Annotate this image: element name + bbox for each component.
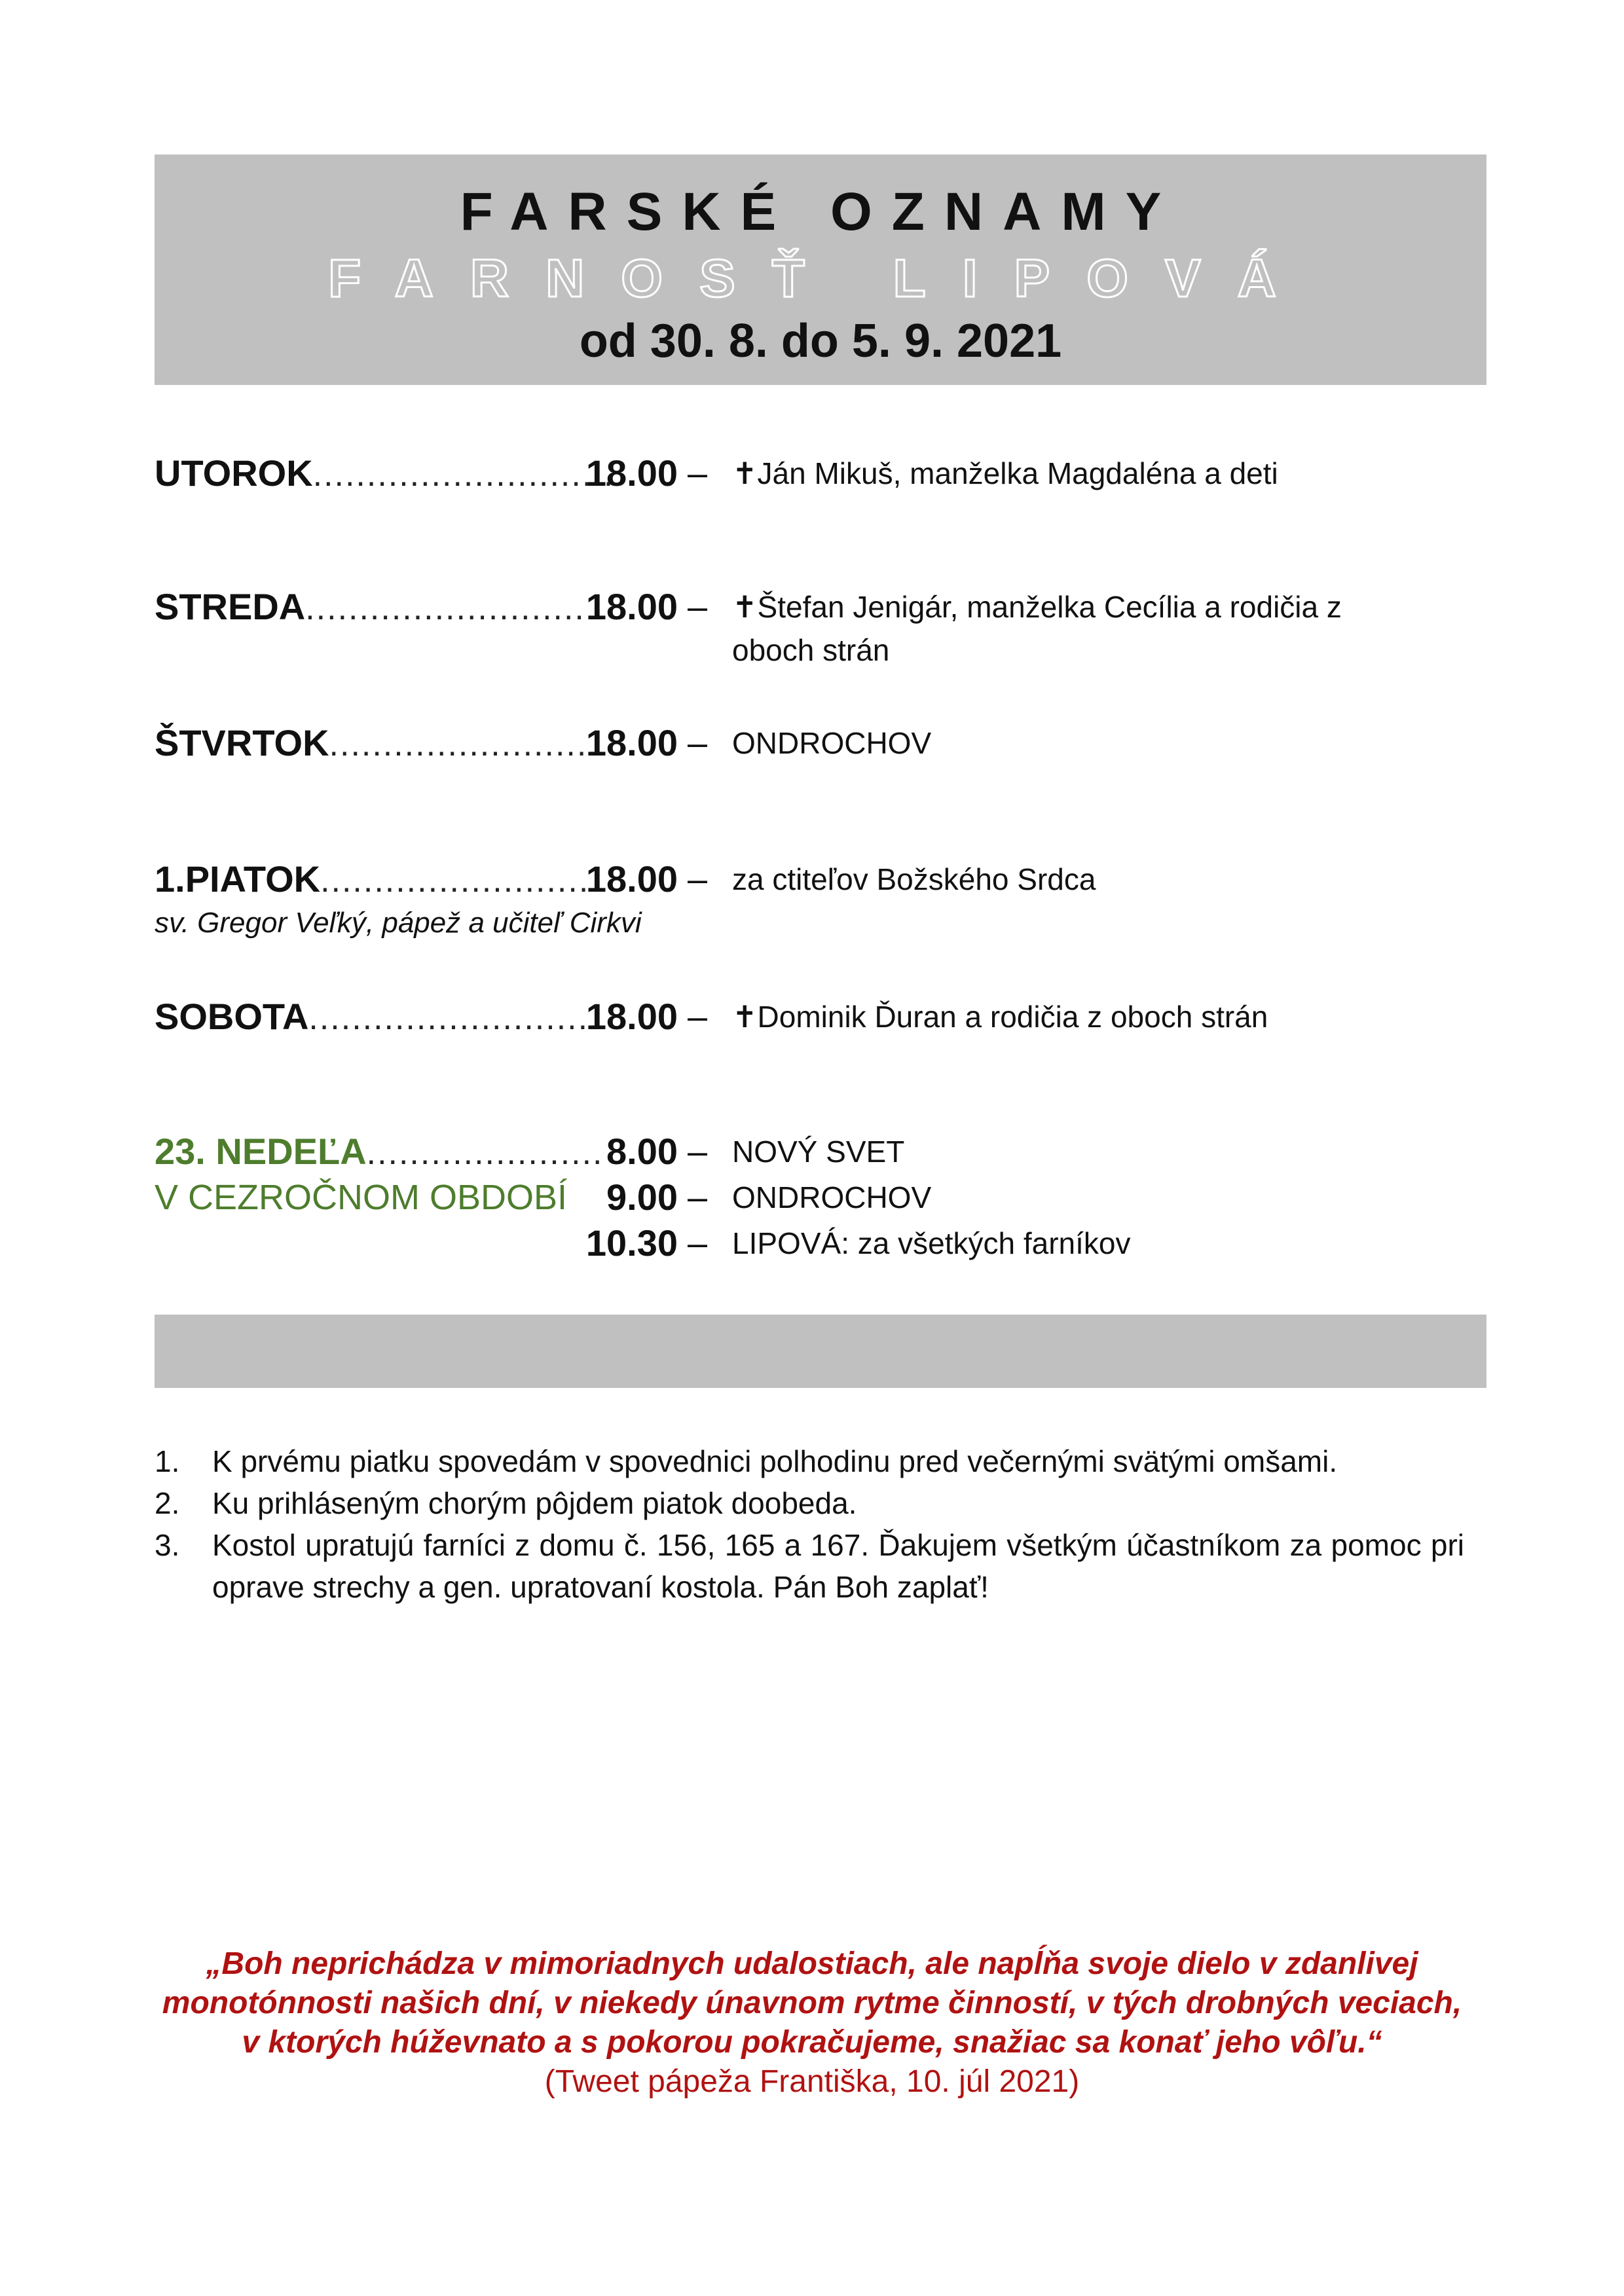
dash: – (688, 1178, 708, 1217)
mass-time: 18.00 (585, 722, 678, 763)
quote-line: „Boh neprichádza v mimoriadnych udalostiach, ale napĺňa svoje dielo v zdanlivej (206, 1946, 1418, 1981)
day-name: 1.PIATOK (155, 858, 321, 900)
notice-text: Kostol upratujú farníci z domu č. 156, 165 a 167. Ďakujem všetkým účastníkom za pomoc pri oprave strechy a gen. upratovaní kostola. Pán Boh zaplať! (212, 1528, 1464, 1604)
header-box (155, 155, 1486, 385)
day-name: STREDA (155, 586, 306, 627)
mass-intention: LIPOVÁ: za všetkých farníkov (732, 1226, 1131, 1260)
quote-line: monotónnosti našich dní, v niekedy únavnom rytme činností, v tých drobných veciach, (162, 1986, 1462, 2020)
notice-text: Ku prihláseným chorým pôjdem piatok doobeda. (212, 1486, 857, 1520)
mass-time: 18.00 (585, 586, 678, 627)
dash: – (688, 997, 708, 1036)
mass-intention: ✝Ján Mikuš, manželka Magdaléna a deti (732, 456, 1278, 490)
list-item (155, 1440, 1464, 1482)
dash: – (688, 587, 708, 627)
list-number: 2. (155, 1486, 180, 1520)
day-name: SOBOTA (155, 996, 309, 1037)
feast-note: sv. Gregor Veľký, pápež a učiteľ Cirkvi (155, 907, 642, 939)
day-name: ŠTVRTOK (155, 722, 329, 763)
mass-intention: NOVÝ SVET (732, 1135, 905, 1169)
mass-time: 18.00 (585, 996, 678, 1037)
mass-intention: za ctiteľov Božského Srdca (732, 862, 1096, 896)
list-number: 3. (155, 1528, 180, 1562)
pope-quote (131, 1944, 1493, 2102)
schedule-row-piatok (155, 856, 589, 903)
schedule-row-sobota (155, 994, 599, 1041)
mass-time: 9.00 (606, 1176, 678, 1218)
mass-time: 10.30 (585, 1222, 678, 1264)
leader-dots: ...................... (366, 1134, 604, 1172)
leader-dots: ............................ (312, 456, 615, 494)
dash: – (688, 723, 708, 763)
schedule-row-streda (155, 584, 596, 631)
mass-time: 8.00 (606, 1131, 678, 1172)
day-name: 23. NEDEĽA (155, 1131, 367, 1172)
liturgical-season: V CEZROČNOM OBDOBÍ (155, 1178, 568, 1217)
schedule-row-stvrtok (155, 720, 599, 767)
mass-intention: ✝Dominik Ďuran a rodičia z oboch strán (732, 1000, 1268, 1034)
date-range: od 30. 8. do 5. 9. 2021 (579, 315, 1062, 367)
mass-intention: ONDROCHOV (732, 726, 932, 760)
notices-list (155, 1440, 1464, 1608)
list-item (155, 1482, 1464, 1524)
leader-dots: ........................... (308, 999, 600, 1037)
quote-source: (Tweet pápeža Františka, 10. júl 2021) (544, 2064, 1080, 2099)
list-number: 1. (155, 1444, 180, 1478)
parish-name: FARNOSŤ LIPOVÁ (328, 249, 1313, 308)
dash: – (688, 1132, 708, 1171)
list-item (155, 1524, 1464, 1608)
leader-dots: ......................... (320, 862, 590, 900)
mass-intention: ✝Štefan Jenigár, manželka Cecília a rodičia z oboch strán (732, 590, 1342, 667)
schedule-row-nedela (155, 1129, 603, 1176)
page-title: FARSKÉ OZNAMY (460, 182, 1181, 242)
dash: – (688, 454, 708, 493)
notice-text: K prvému piatku spovedám v spovednici polhodinu pred večernými svätými omšami. (212, 1444, 1338, 1478)
dash: – (688, 1224, 708, 1263)
day-name: UTOROK (155, 452, 313, 494)
quote-line: v ktorých húževnato a s pokorou pokračujeme, snažiac sa konať jeho vôľu.“ (242, 2025, 1382, 2060)
mass-time: 18.00 (585, 452, 678, 494)
mass-time: 18.00 (585, 858, 678, 900)
dash: – (688, 860, 708, 899)
mass-intention: ONDROCHOV (732, 1180, 932, 1214)
divider-bar (155, 1315, 1486, 1388)
leader-dots: ........................... (305, 589, 597, 627)
leader-dots: ......................... (329, 725, 599, 763)
